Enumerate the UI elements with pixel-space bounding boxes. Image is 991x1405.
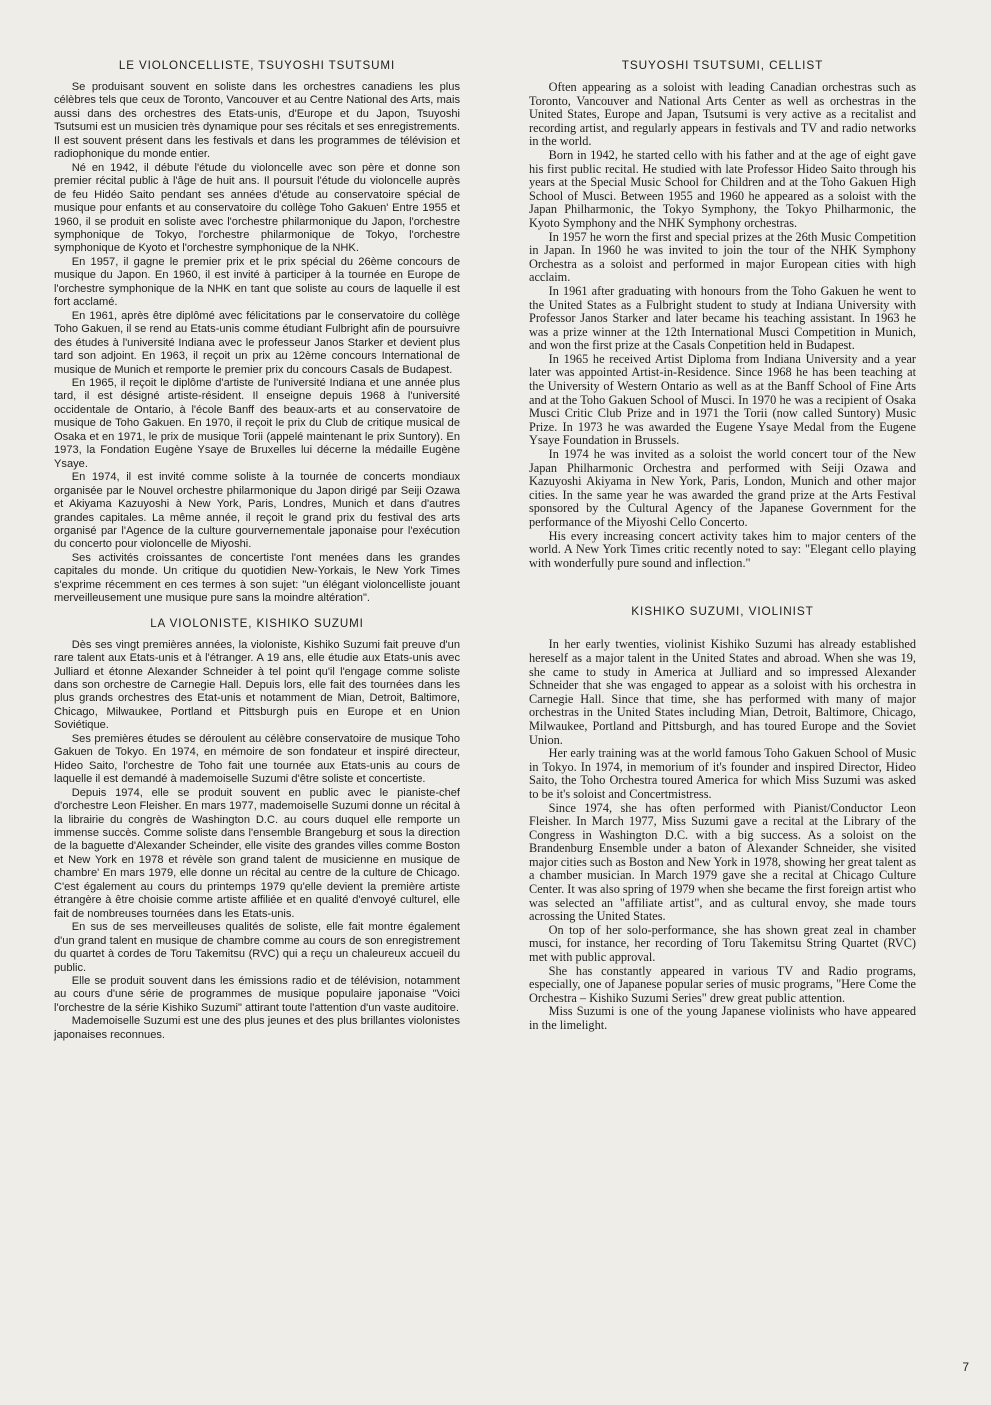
- paragraph: En 1974, il est invité comme soliste à la tournée de concerts mondiaux organisée par le Nouvel orchestre philarmonique du Japon dirigé par Seiji Ozawa et Akiyama Kazuyoshi à New York, Paris, Londres, Munich et dans d'autres grandes capitales. La même année, il reçoit le grand prix du festival des arts organisé par l'Agence de la culture gourvernementale japonaise pour l'exécution du concerto pour violoncelle de Miyoshi.: [54, 471, 460, 551]
- paragraph: Se produisant souvent en soliste dans les orchestres canadiens les plus célèbres tels que ceux de Toronto, Vancouver et au Centre National des Arts, mais aussi dans des orchestres des Etats-unis, d'Europe et du Japon, Tsuyoshi Tsutsumi est un musicien très dynamique pour ses récitals et ses enregistrements. Il est souvent présent dans les festivals et dans les programmes de télévision et radiophonique du monde entier.: [54, 81, 460, 161]
- paragraph: Often appearing as a soloist with leading Canadian orchestras such as Toronto, Vancouver and National Arts Center as well as orchestras in the United States, Europe and Japan, Tsutsumi is very active as a recitalist and recording artist, and regularly appears in festivals and TV and radio networks in the world.: [529, 80, 916, 149]
- paragraph: Mademoiselle Suzumi est une des plus jeunes et des plus brillantes violonistes japonaises reconnues.: [54, 1015, 460, 1041]
- paragraph: In 1961 after graduating with honours from the Toho Gakuen he went to the United States as a Fulbright student to study at Indiana University with Professor Janos Starker and later became his teaching assistant. In 1963 he was a prize winner at the 12th International Musci Competition in Munich, and won the first prize at the Casals Conpetition held in Budapest.: [529, 283, 916, 353]
- paragraph: Elle se produit souvent dans les émissions radio et de télévision, notamment au cours d'une série de programmes de musique populaire japonaise "Voici l'orchestre de la série Kishiko Suzumi" attirant toute l'attention d'un vaste auditoire.: [54, 975, 460, 1014]
- cellist-heading-fr: LE VIOLONCELLISTE, TSUYOSHI TSUTSUMI: [118, 59, 396, 72]
- paragraph: In 1974 he was invited as a soloist the world concert tour of the New Japan Philharmonic Orchestra and performed with Seiji Ozawa and Kazuyoshi Akiyama in New York, Paris, London, Munich and other major cities. In the same year he was awarded the grand prize at the Arts Festival sponsored by the Cultural Agency of the Japanese Government for the performance of the Miyoshi Cello Concerto.: [529, 447, 916, 529]
- paragraph: En 1961, après être diplômé avec félicitations par le conservatoire du collège Toho Gakuen, il se rend au Etats-unis comme étudiant Fulbright afin de poursuivre des études à l'université Indiana avec le professeur Janos Starker et devient plus tard son adjoint. En 1963, il reçoit un prix au 12ème concours International de musique de Munich et remporte le premier prix du concours Casals de Budapest.: [54, 309, 460, 376]
- cellist-heading-en: TSUYOSHI TSUTSUMI, CELLIST: [621, 58, 824, 72]
- paragraph: His every increasing concert activity takes him to major centers of the world. A New York Times critic recently noted to say: "Elegant cello playing with wonderfully pure sound and inflection.": [529, 528, 916, 570]
- paragraph: En sus de ses merveilleuses qualités de soliste, elle fait montre également d'un grand talent en musique de chambre comme au cours de son enregistrement du quartet à cordes de Toru Takemitsu (RVC) qui a reçu un chaleureux accueil du public.: [54, 921, 460, 974]
- paragraph: Born in 1942, he started cello with his father and at the age of eight gave his first public recital. He studied with late Professor Hideo Saito through his years at the Special Music School for Children and at the Toho Gakuen High School of Musci. Between 1955 and 1960 he appeared as a soloist with the Japan Philharmonic, the Tokyo Symphony, the Tokyo Philharmonic, the Kyoto Symphony and the NHK Symphony orchestras.: [529, 147, 916, 230]
- page-number: 7: [962, 1360, 969, 1374]
- violinist-heading-fr: LA VIOLONISTE, KISHIKO SUZUMI: [150, 616, 364, 630]
- english-column: [529, 58, 916, 1033]
- french-column: [54, 58, 460, 1042]
- paragraph: Dès ses vingt premières années, la violoniste, Kishiko Suzumi fait preuve d'un rare talent aux Etats-unis et à l'étranger. A 19 ans, elle étudie aux Etats-unis avec Julliard et étonne Alexander Schneider à tel point qu'il l'engage comme soliste dans son orchestre de Carnegie Hall. Depuis lors, elle fait des tournées dans les plus grands orchestres des Etat-unis et notamment de Mian, Detroit, Baltimore, Chicago, Milwaukee, Portland et Pittsburgh puis en Europe et en Union Soviétique.: [54, 638, 460, 732]
- paragraph: In 1957 he worn the first and special prizes at the 26th Music Competition in Japan. In 1960 he was invited to join the tour of the NHK Symphony Orchestra as a soloist and performed in major European cities with high acclaim.: [529, 229, 916, 285]
- paragraph: Ses premières études se déroulent au célèbre conservatoire de musique Toho Gakuen de Tokyo. En 1974, en mémoire de son fondateur et inspiré directeur, Hideo Saito, l'orchestre de Toho fait une tournée aux Etats-unis au cours de laquelle il est demandé à mademoiselle Suzumi d'être soliste et concertiste.: [54, 732, 460, 786]
- paragraph: In 1965 he received Artist Diploma from Indiana University and a year later was appointed Artist-in-Residence. Since 1968 he has been teaching at the University of Western Ontario as well as at the Banff School of Fine Arts and at the Toho Gakuen School of Musci. In 1970 he was a recipient of Osaka Musci Critic Club Prize and in 1971 the Torii (now called Suntory) Music Prize. In 1973 he was awarded the Eugene Ysaye Medal from the Eugene Ysaye Foundation in Brussels.: [529, 351, 916, 448]
- violinist-heading-en: KISHIKO SUZUMI, VIOLINIST: [631, 604, 814, 619]
- paragraph: En 1957, il gagne le premier prix et le prix spécial du 26ème concours de musique du Japon. En 1960, il est invité à participer à la tournée en Europe de l'orchestre symphonique de la NHK en tant que soliste au cours de laquelle il est fort acclamé.: [54, 255, 460, 309]
- paragraph: She has constantly appeared in various TV and Radio programs, especially, one of Japanese popular series of music programs, "Here Come the Orchestra – Kishiko Suzumi Series" drew great public attention.: [529, 963, 916, 1005]
- paragraph: En 1965, il reçoit le diplôme d'artiste de l'université Indiana et une année plus tard, il est désigné artiste-résident. Il enseigne depuis 1968 à l'université occidentale de Ontario, à l'école Banff des beaux-arts et au conservatoire de musique de Toho Gakuen. En 1970, il reçoit le prix du Club de critique musical de Osaka et en 1971, le prix de musique Torii (appelé maintenant le prix Suntory). En 1973, la Fondation Eugène Ysaye de Bruxelles lui décerne la médaille Eugène Ysaye.: [54, 376, 460, 470]
- paragraph: On top of her solo-performance, she has shown great zeal in chamber musci, for instance, her recording of Toru Takemitsu String Quartet (RVC) met with public approval.: [529, 922, 916, 965]
- paragraph: Since 1974, she has often performed with Pianist/Conductor Leon Fleisher. In March 1977, Miss Suzumi gave a recital at the Library of the Congress in Washington D.C. with a big success. As a soloist on the Brandenburg Ensemble under a baton of Alexander Schneider, she visited major cities such as Boston and New York in 1978, showing her great talent as a chamber musician. In March 1979 gave she a recital at Chicago Culture Center. It was also spring of 1979 when she became the first foreign artist who was selected an "affiliate artist", and as cultural envoy, she made tours acrossing the United States.: [529, 800, 916, 924]
- paragraph: Ses activités croissantes de concertiste l'ont menées dans les grandes capitales du monde. Un critique du quotidien New-Yorkais, le New York Times s'exprime récemment en ces termes à son sujet: "un élégant violoncelliste jouant merveilleusement une musique pure sans la moindre altération".: [54, 551, 460, 605]
- paragraph: Depuis 1974, elle se produit souvent en public avec le pianiste-chef d'orchestre Leon Fleisher. En mars 1977, mademoiselle Suzumi donne un récital à la librairie du congrès de Washington D.C. au cours duquel elle remporte un immense succès. Comme soliste dans l'ensemble Brangeburg et sous la direction de la baguette d'Alexander Scheinder, elle visite des grandes villes comme Boston et New York en 1978 et révèle son grand talent de musicienne en musique de chambre' En mars 1979, elle donne un récital au centre de la culture de Chicago. C'est également au cours du printemps 1979 qu'elle devient la première artiste étrangère à être choisie comme artiste affiliée et en qualité d'envoyé culturel, elle fait de nombreuses tournées dans les Etats-unis.: [54, 786, 460, 920]
- paragraph: Miss Suzumi is one of the young Japanese violinists who have appeared in the limelight.: [529, 1004, 916, 1032]
- paragraph: Her early training was at the world famous Toho Gakuen School of Music in Tokyo. In 1974, in memorium of it's founder and inspired Director, Hideo Saito, the Toho Orchestra toured America for which Miss Suzumi was asked to be it's soloist and Concertmistress.: [529, 746, 916, 801]
- paragraph: Né en 1942, il débute l'étude du violoncelle avec son père et donne son premier récital public à l'âge de huit ans. Il poursuit l'étude du violoncelle auprès de feu Hidéo Saito pendant ses années d'étude au conservatoire spécial de musique pour enfants et au conservatoire du collège Toho Gakuen' Entre 1955 et 1960, il se produit en soliste avec l'orchestre philarmonique du Japon, l'orchestre symphonique de Tokyo, l'orchestre philarmonique de Tokyo, l'orchestre symphonique de Kyoto et l'orchestre symphonique de la NHK.: [54, 161, 460, 255]
- paragraph: In her early twenties, violinist Kishiko Suzumi has already established hereself as a major talent in the United States and abroad. When she was 19, she came to study in America at Julliard and so impressed Alexander Schneider that she was engaged to appear as a soloist with his orchestra in Carnegie Hall. Since that time, she has performed with many of major orchestras in the United States including Mian, Detroit, Baltimore, Chicago, Milwaukee, Portland and Pittsburgh, and has toured Europe and the Soviet Union.: [529, 637, 916, 747]
